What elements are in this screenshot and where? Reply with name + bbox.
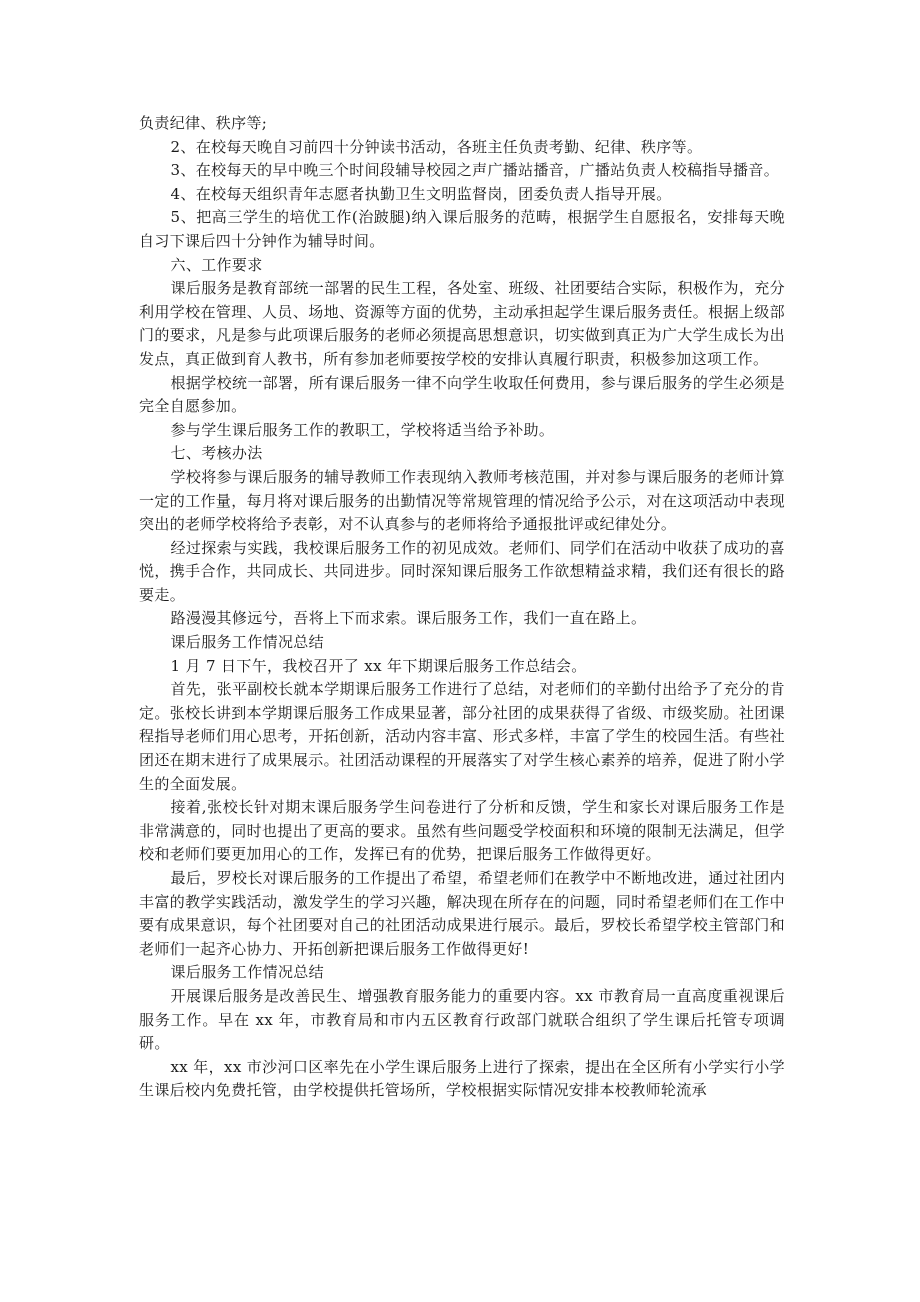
list-item-5: 5、把高三学生的培优工作(治跛腿)纳入课后服务的范畴，根据学生自愿报名，安排每天晚自习下课后四十分钟作为辅导时间。 [139, 208, 785, 250]
paragraph: 根据学校统一部署，所有课后服务一律不向学生收取任何费用，参与课后服务的学生必须是完全自愿参加。 [139, 373, 785, 416]
paragraph: 学校将参与课后服务的辅导教师工作表现纳入教师考核范围，并对参与课后服务的老师计算一定的工作量，每月将对课后服务的出勤情况等常规管理的情况给予公示，对在这项活动中表现突出的老师学校将给予表彰，对不认真参与的老师将给予通报批评或纪律处分。 [139, 467, 785, 534]
paragraph: 首先，张平副校长就本学期课后服务工作进行了总结，对老师们的辛勤付出给予了充分的肯定。张校长讲到本学期课后服务工作成果显著，部分社团的成果获得了省级、市级奖励。社团课程指导老师们用心思考，开拓创新，活动内容丰富、形式多样，丰富了学生的校园生活。有些社团还在期末进行了成果展示。社团活动课程的开展落实了对学生核心素养的培养，促进了附小学生的全面发展。 [139, 680, 785, 793]
paragraph: xx 年，xx 市沙河口区率先在小学生课后服务上进行了探索，提出在全区所有小学实行小学生课后校内免费托管，由学校提供托管场所，学校根据实际情况安排本校教师轮流承 [139, 1057, 785, 1100]
paragraph: 路漫漫其修远兮，吾将上下而求索。课后服务工作，我们一直在路上。 [170, 609, 647, 628]
paragraph: 接着,张校长针对期末课后服务学生问卷进行了分析和反馈，学生和家长对课后服务工作是非常满意的，同时也提出了更高的要求。虽然有些问题受学校面积和环境的限制无法满足，但学校和老师们要更加用心的工作，发挥已有的优势，把课后服务工作做得更好。 [139, 798, 785, 864]
paragraph: 负责纪律、秩序等; [139, 114, 268, 132]
list-item-3: 3、在校每天的早中晚三个时间段辅导校园之声广播站播音，广播站负责人校稿指导播音。 [170, 161, 780, 180]
paragraph: 1 月 7 日下午，我校召开了 xx 年下期课后服务工作总结会。 [170, 656, 587, 675]
paragraph: 参与学生课后服务工作的教职工，学校将适当给予补助。 [170, 420, 555, 439]
paragraph: 经过探索与实践，我校课后服务工作的初见成效。老师们、同学们在活动中收获了成功的喜悦，携手合作，共同成长、共同进步。同时深知课后服务工作欲想精益求精，我们还有很长的路要走。 [139, 538, 785, 604]
list-item-2: 2、在校每天晚自习前四十分钟读书活动，各班主任负责考勤、纪律、秩序等。 [170, 137, 703, 156]
paragraph: 最后，罗校长对课后服务的工作提出了希望，希望老师们在教学中不断地改进，通过社团内丰富的教学实践活动，激发学生的学习兴趣，解决现在所存在的问题，同时希望老师们在工作中要有成果意识，每个社团要对自己的社团活动成果进行展示。最后，罗校长希望学校主管部门和老师们一起齐心协力、开拓创新把课后服务工作做得更好! [139, 869, 785, 958]
section-heading-7: 七、考核办法 [170, 444, 263, 463]
list-item-4: 4、在校每天组织青年志愿者执勤卫生文明监督岗，团委负责人指导开展。 [170, 184, 672, 203]
section-heading-6: 六、工作要求 [170, 255, 263, 274]
paragraph: 开展课后服务是改善民生、增强教育服务能力的重要内容。xx 市教育局一直高度重视课后服务工作。早在 xx 年，市教育局和市内五区教育行政部门就联合组织了学生课后托管专项调研。 [139, 986, 785, 1053]
article-title: 课后服务工作情况总结 [170, 633, 325, 652]
paragraph: 课后服务是教育部统一部署的民生工程，各处室、班级、社团要结合实际，积极作为，充分利用学校在管理、人员、场地、资源等方面的优势，主动承担起学生课后服务责任。根据上级部门的要求，凡是参与此项课后服务的老师必须提高思想意识，切实做到真正为广大学生成长为出发点，真正做到育人教书，所有参加老师要按学校的安排认真履行职责，积极参加这项工作。 [139, 279, 785, 368]
document-body [139, 112, 785, 1103]
article-title: 课后服务工作情况总结 [170, 963, 325, 982]
